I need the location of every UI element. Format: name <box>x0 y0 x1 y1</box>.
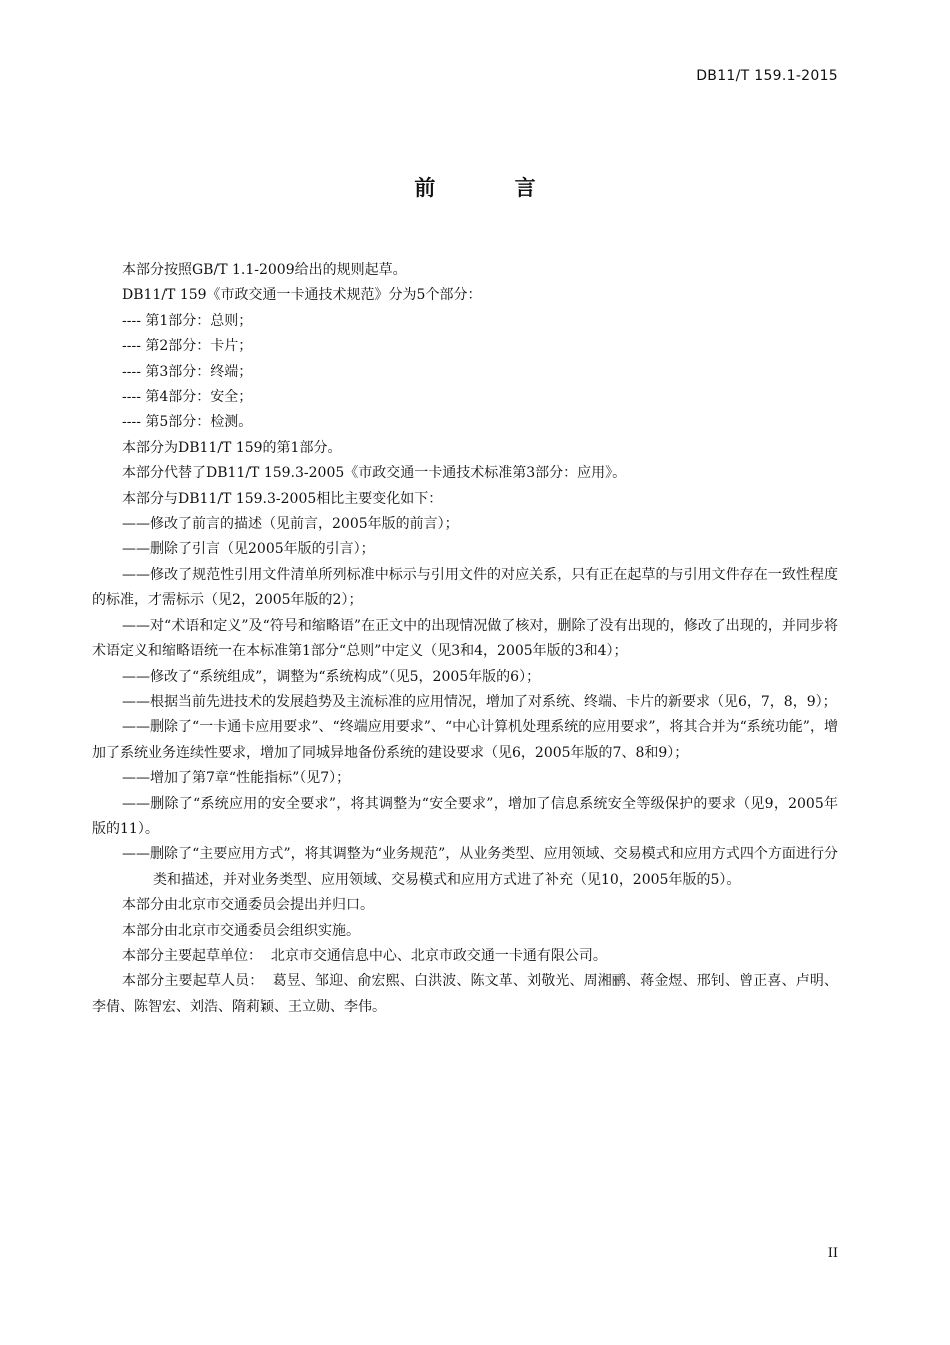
paragraph-drafting-persons: 本部分主要起草人员： 葛昱、邹迎、俞宏熙、白洪波、陈文革、刘敬光、周湘鹂、蒋金煜、邢钊、曾正喜、卢明、李倩、陈智宏、刘浩、隋莉颖、王立勋、李伟。 <box>92 973 838 1015</box>
change-item: ——删除了“系统应用的安全要求”，将其调整为“安全要求”，增加了信息系统安全等级保护的要求（见9，2005年版的11）。 <box>92 795 838 837</box>
paragraph-implemented-by: 本部分由北京市交通委员会组织实施。 <box>122 922 360 939</box>
paragraph-this-part: 本部分为DB11/T 159的第1部分。 <box>122 439 342 456</box>
change-item: ——修改了“系统组成”，调整为“系统构成”（见5，2005年版的6）； <box>122 668 541 685</box>
page-number: II <box>827 1246 838 1261</box>
change-item: ——对“术语和定义”及“符号和缩略语”在正文中的出现情况做了核对，删除了没有出现的，修改了出现的，并同步将术语定义和缩略语统一在本标准第1部分“总则”中定义（见3和4，2005年版的3和4）； <box>92 617 838 660</box>
list-item-part-3: ---- 第3部分：终端； <box>122 363 253 380</box>
list-item-part-2: ---- 第2部分：卡片； <box>122 338 253 355</box>
change-item: ——删除了“一卡通卡应用要求”、“终端应用要求”、“中心计算机处理系统的应用要求”，将其合并为“系统功能”，增加了系统业务连续性要求，增加了同城异地备份系统的建设要求（见6，2005年版的7、8和9）； <box>92 719 838 761</box>
change-item: ——修改了规范性引用文件清单所列标准中标示与引用文件的对应关系，只有正在起草的与引用文件存在一致性程度的标准，才需标示（见2，2005年版的2）； <box>92 566 838 609</box>
paragraph-parts-intro: DB11/T 159《市政交通一卡通技术规范》分为5个部分： <box>122 287 482 304</box>
change-item: ——修改了前言的描述（见前言，2005年版的前言）； <box>122 516 459 533</box>
change-item: ——删除了“主要应用方式”，将其调整为“业务规范”，从业务类型、应用领域、交易模式和应用方式四个方面进行分类和描述，并对业务类型、应用领域、交易模式和应用方式进了补充（见10，2005年版的5）。 <box>122 846 838 888</box>
list-item-part-1: ---- 第1部分：总则； <box>122 312 253 329</box>
document-code: DB11/T 159.1-2015 <box>696 68 838 84</box>
list-item-part-4: ---- 第4部分：安全； <box>122 389 253 406</box>
change-item: ——根据当前先进技术的发展趋势及主流标准的应用情况，增加了对系统、终端、卡片的新要求（见6，7，8，9）； <box>122 693 837 710</box>
paragraph-drafting-rules: 本部分按照GB/T 1.1-2009给出的规则起草。 <box>122 262 407 278</box>
change-item: ——删除了引言（见2005年版的引言）； <box>122 541 375 558</box>
paragraph-proposed-by: 本部分由北京市交通委员会提出并归口。 <box>122 897 374 914</box>
change-item: ——增加了第7章“性能指标”（见7）； <box>122 770 351 787</box>
paragraph-drafting-units: 本部分主要起草单位： 北京市交通信息中心、北京市政交通一卡通有限公司。 <box>122 947 607 964</box>
foreword-body <box>92 258 838 1020</box>
list-item-part-5: ---- 第5部分：检测。 <box>122 414 253 431</box>
paragraph-replaces: 本部分代替了DB11/T 159.3-2005《市政交通一卡通技术标准第3部分：应用》。 <box>122 465 627 482</box>
page-title: 前 言 <box>414 176 572 200</box>
paragraph-changes-intro: 本部分与DB11/T 159.3-2005相比主要变化如下： <box>122 490 443 507</box>
